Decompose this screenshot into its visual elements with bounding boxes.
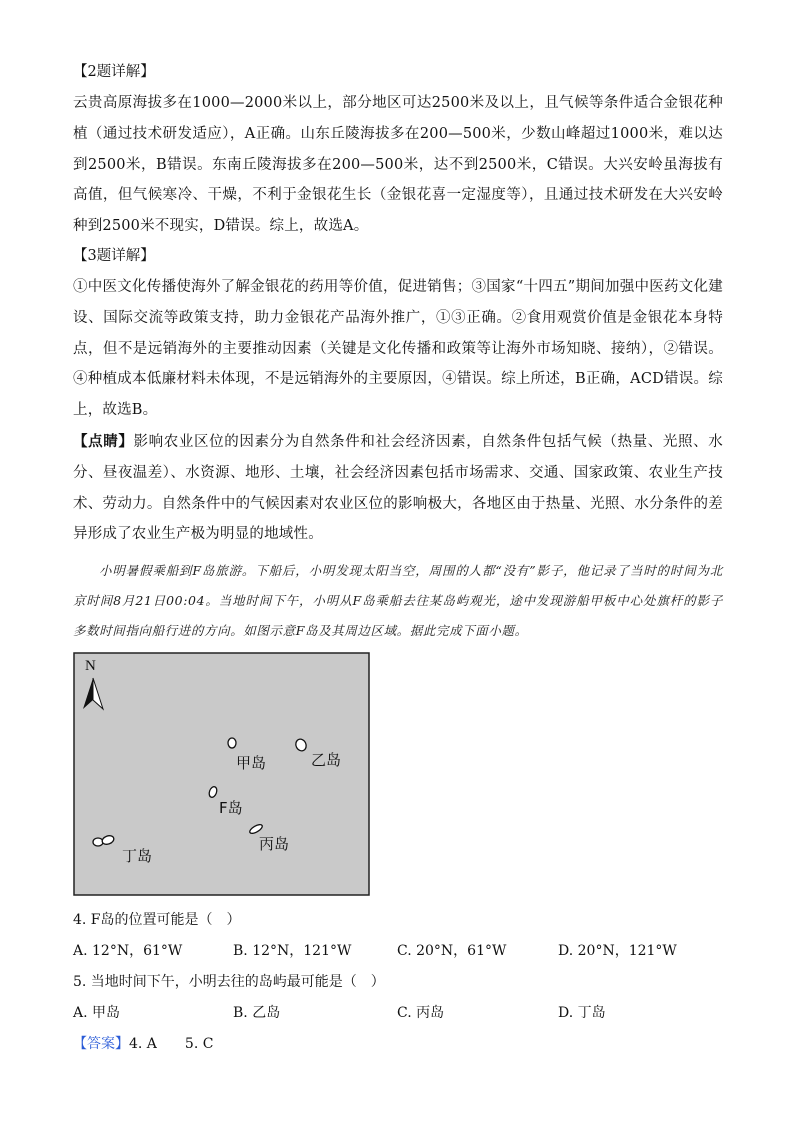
q4-option-a: A. 12°N，61°W [73,943,183,960]
q5-option-a: A. 甲岛 [73,1005,121,1022]
q4-option-d: D. 20°N，121°W [558,943,677,960]
island-f-label: F岛 [219,799,243,818]
q4-stem: 4. F岛的位置可能是（ ） [73,912,241,929]
q5-options [73,1003,723,1023]
island-yi-label: 乙岛 [311,751,342,770]
key-point-body: 影响农业区位的因素分为自然条件和社会经济因素，自然条件包括气候（热量、光照、水分、昼夜温差）、水资源、地形、土壤，社会经济因素包括市场需求、交通、国家政策、农业生产技术、劳动力。自然条件中的气候因素对农业区位的影响极大，各地区由于热量、光照、水分条件的差异形成了农业生产极为明显的地域性。 [73,433,723,543]
q5-option-c: C. 丙岛 [397,1005,445,1022]
q4-option-b: B. 12°N，121°W [233,943,352,960]
island-jia-label: 甲岛 [236,754,267,773]
map-background [74,653,369,895]
answer-text: 4. A 5. C [129,1036,214,1053]
q3-explanation: ①中医文化传播使海外了解金银花的药用等价值，促进销售；③国家“十四五”期间加强中医药文化建设、国际交流等政策支持，助力金银花产品海外推广，①③正确。②食用观赏价值是金银花本身特点，但不是远销海外的主要推动因素（关键是文化传播和政策等让海外市场知晓、接纳），②错误。④种植成本低廉材料未体现，不是远销海外的主要原因，④错误。综上所述，B正确，ACD错误。综上，故选B。 [73,278,723,419]
island-ding-label: 丁岛 [122,847,153,866]
island-bing-label: 丙岛 [259,835,290,854]
answer-label: 【答案】 [73,1036,129,1053]
q3-heading: 【3题详解】 [73,247,155,264]
q2-explanation: 云贵高原海拔多在1000—2000米以上，部分地区可达2500米及以上，且气候等条件适合金银花种植（通过技术研发适应），A正确。山东丘陵海拔多在200—500米，少数山峰超过1000米，难以达到2500米，B错误。东南丘陵海拔多在200—500米，达不到2500米，C错误。大兴安岭虽海拔有高值，但气候寒冷、干燥，不利于金银花生长（金银花喜一定湿度等），且通过技术研发在大兴安岭种到2500米不现实，D错误。综上，故选A。 [73,95,723,235]
island-map-svg [73,652,370,896]
question-intro: 小明暑假乘船到F岛旅游。下船后，小明发现太阳当空，周围的人都“没有”影子，他记录了当时的时间为北京时间8月21日00:04。当地时间下午，小明从F岛乘船去往某岛屿观光，途中发现游船甲板中心处旗杆的影子多数时间指向船行进的方向。如图示意F岛及其周边区域。据此完成下面小题。 [73,563,723,639]
q4-options [73,941,723,961]
q2-heading: 【2题详解】 [73,64,155,80]
key-point-label: 【点睛】 [73,432,134,450]
q5-stem: 5. 当地时间下午，小明去往的岛屿最可能是（ ） [73,974,385,991]
q4-option-c: C. 20°N，61°W [397,943,507,960]
north-label: N [85,658,96,675]
q5-option-d: D. 丁岛 [558,1005,606,1022]
key-point [73,427,723,550]
document-content [73,62,723,1068]
q5-option-b: B. 乙岛 [233,1005,281,1022]
answer-line [73,1034,723,1054]
island-jia-shape [228,738,236,748]
island-map [73,652,370,896]
